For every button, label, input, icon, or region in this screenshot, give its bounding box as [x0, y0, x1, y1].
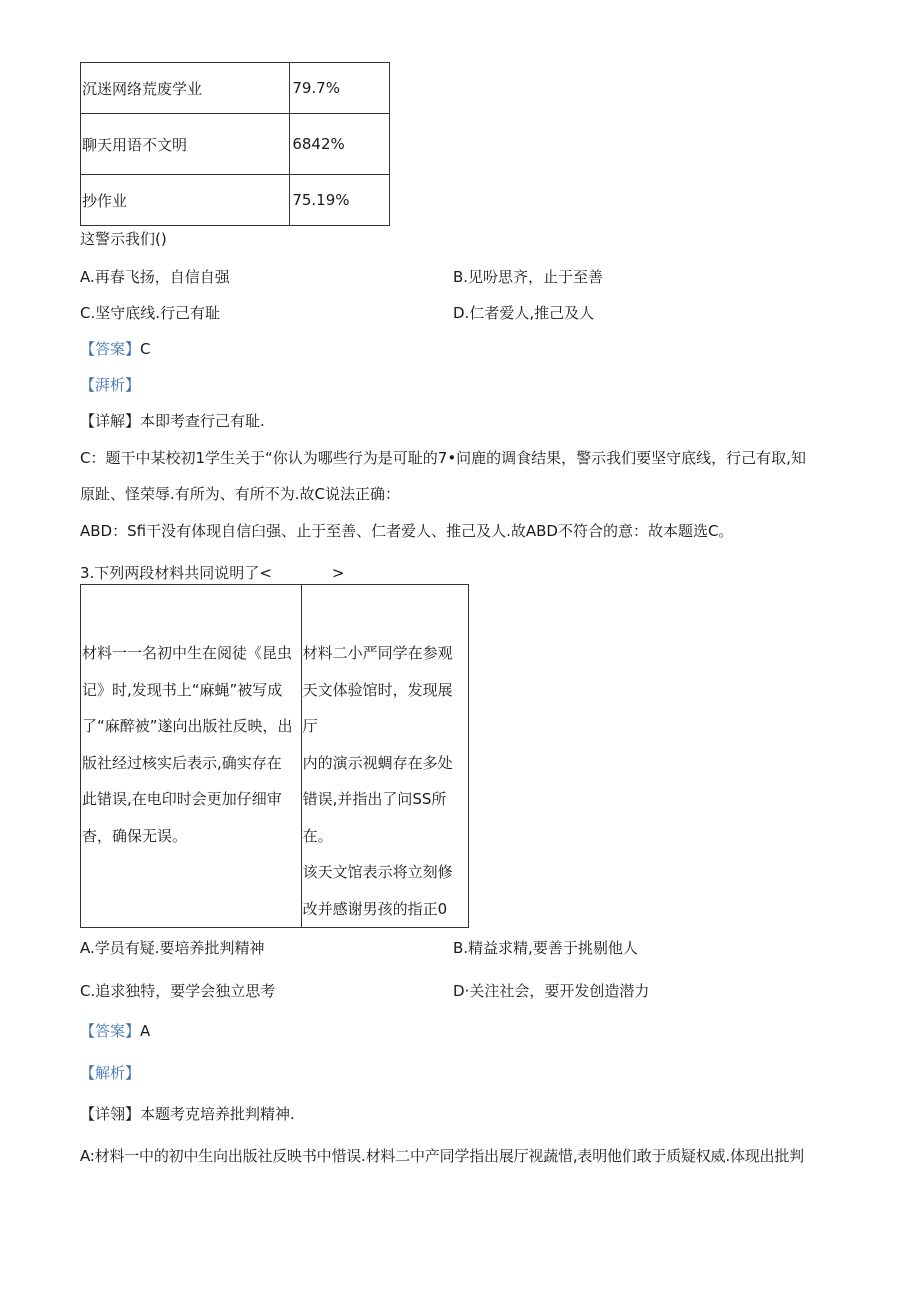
detail-tag: 【详翎】	[80, 1105, 141, 1123]
q2-analysis-tag: 【湃析】	[80, 376, 141, 394]
material-one-line: 版社经过核实后表示,确实存在	[82, 753, 282, 772]
survey-table	[80, 62, 390, 226]
q3-option-a: A.学员有疑.要培养批判精神	[80, 939, 265, 957]
table-row	[81, 114, 390, 175]
q3-explain-a: A:材料一中的初中生向出版社反映书中惜误.材料二中产同学指出展厅视蔬惜,表明他们敢于质疑权威.体现出批判	[80, 1147, 804, 1165]
material-two-line: 错误,并指出了问SS所在。	[302, 790, 447, 845]
behavior-cell: 聊天用语不文明	[81, 114, 290, 175]
q3-detail	[80, 1104, 295, 1124]
material-two-line: 内的演示视蜩存在多处	[302, 753, 453, 772]
detail-text: 本题考克培养批判精神.	[140, 1105, 295, 1123]
answer-value: C	[140, 340, 151, 358]
material-two-line: 天文体验馆时，发现展厅	[302, 680, 453, 735]
q3-analysis-tag: 【解析】	[80, 1064, 141, 1082]
percent-cell: 6842%	[290, 114, 390, 175]
detail-text: 本即考查行己有耻.	[140, 412, 265, 430]
material-two-line: 材料二小严同学在参观	[302, 644, 453, 662]
q2-answer	[80, 339, 151, 359]
detail-tag: 【详解】	[80, 412, 141, 430]
q2-explain-abd: ABD：Sfi干没有体现自信臼强、止于至善、仁者爱人、推己及人.故ABD不符合的意：故本题选C。	[80, 522, 734, 540]
q3-answer	[80, 1021, 150, 1041]
q2-option-b: B.见吩思齐，止于至善	[453, 268, 604, 286]
q2-detail	[80, 411, 265, 431]
q2-explain-c-line1: C：题干中某校初1学生关于“你认为哪些行为是可耻的7•问鹿的调食结果，警示我们要坚守底线，行己有取,知	[80, 449, 806, 467]
q2-explain-c-line2: 原趾、怪荣辱.有所为、有所不为.故C说法正确：	[80, 485, 401, 503]
material-one-line: 此错误,在电印时会更加仔细审	[82, 790, 282, 808]
q3-stem: 3.下列两段材料共同说明了< >	[80, 564, 345, 582]
q3-option-d: D·关注社会，要开发创造潜力	[453, 982, 650, 1000]
percent-cell: 79.7%	[290, 63, 390, 114]
percent-cell: 75.19%	[290, 175, 390, 226]
q3-option-c: C.追求独特，要学会独立思考	[80, 982, 276, 1000]
q2-option-d: D.仁者爱人,推己及人	[453, 304, 595, 322]
material-one-line: 了“麻醉被”遂向出版社反映，出	[82, 717, 293, 735]
table-row	[81, 585, 469, 928]
material-one-line: 材料一一名初中生在阅徒《昆虫	[82, 644, 293, 662]
answer-tag: 【答案】	[80, 340, 141, 358]
table-row	[81, 175, 390, 226]
material-one-line: 杳，确保无误。	[82, 826, 188, 845]
material-two-cell	[301, 585, 468, 928]
table-row	[81, 63, 390, 114]
behavior-cell: 沉迷网络荒废学业	[81, 63, 290, 114]
material-one-line: 记》时,发现书上“麻蝇”被写成	[82, 680, 283, 699]
material-one-cell	[81, 585, 302, 928]
material-two-line: 该天文馆表示将立刻修	[302, 863, 453, 881]
behavior-cell: 抄作业	[81, 175, 290, 226]
q3-option-b: B.精益求精,要善于挑剔他人	[453, 939, 638, 957]
q2-option-a: A.再春飞扬，自信自强	[80, 268, 230, 286]
answer-value: A	[140, 1022, 151, 1040]
material-two-line: 改并感谢男孩的指正0	[302, 899, 448, 918]
q2-option-c: C.坚守底线.行己有耻	[80, 304, 221, 322]
answer-tag: 【答案】	[80, 1022, 141, 1040]
q2-stem: 这警示我们()	[80, 230, 167, 248]
materials-table	[80, 584, 469, 928]
